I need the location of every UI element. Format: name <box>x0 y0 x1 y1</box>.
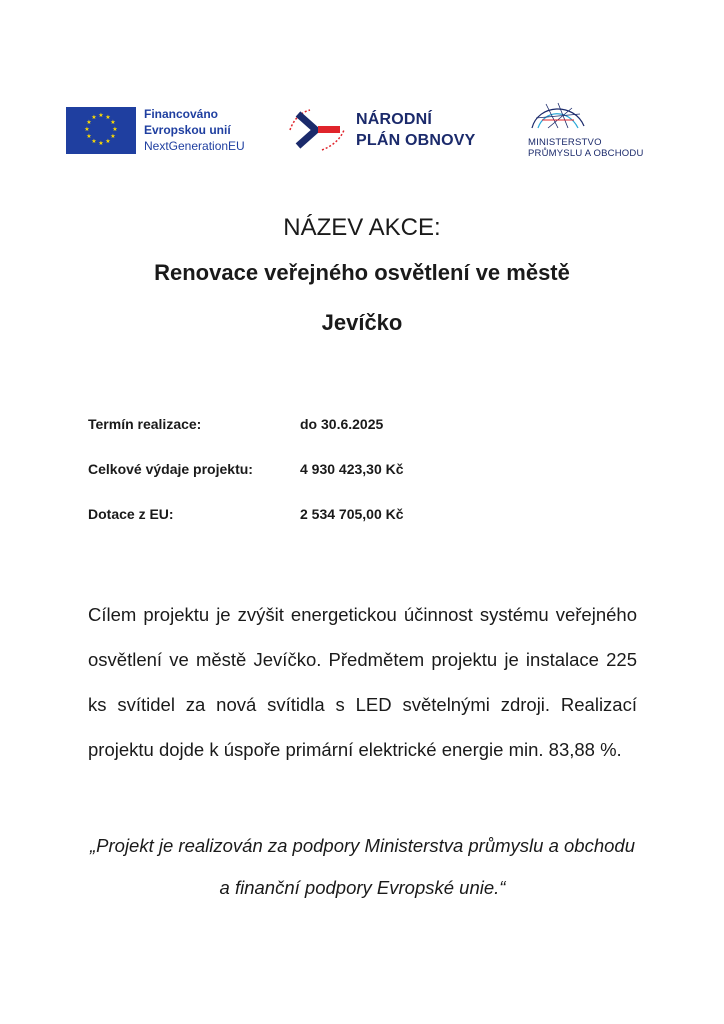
npo-logo-text <box>356 109 476 151</box>
action-title <box>0 210 724 338</box>
mpo-globe-icon <box>528 100 588 130</box>
info-value: 4 930 423,30 Kč <box>300 461 404 477</box>
svg-text:★: ★ <box>110 118 116 126</box>
svg-text:★: ★ <box>91 137 97 145</box>
svg-text:★: ★ <box>98 111 104 119</box>
svg-text:★: ★ <box>86 132 92 140</box>
title-line1: Renovace veřejného osvětlení ve městě <box>154 260 570 285</box>
svg-text:★: ★ <box>98 139 104 147</box>
eu-funding-logo <box>66 106 245 154</box>
npo-text-line1: NÁRODNÍ <box>356 111 433 128</box>
info-row <box>88 413 404 435</box>
svg-text:★: ★ <box>105 137 111 145</box>
mpo-logo-text <box>528 137 658 159</box>
eu-text-line2: Evropskou unií <box>144 123 231 137</box>
title-heading: NÁZEV AKCE: <box>283 214 441 241</box>
svg-text:★: ★ <box>84 125 90 133</box>
info-label: Dotace z EU: <box>88 506 174 522</box>
info-row <box>88 458 404 480</box>
eu-flag-icon <box>66 107 136 154</box>
eu-text-line1: Financováno <box>144 107 219 121</box>
mpo-logo <box>528 100 658 159</box>
info-label: Termín realizace: <box>88 416 202 432</box>
eu-text-line3: NextGenerationEU <box>144 139 245 153</box>
eu-logo-text <box>144 106 245 154</box>
info-label: Celkové výdaje projektu: <box>88 461 253 477</box>
project-description: Cílem projektu je zvýšit energetickou účinnost systému veřejného osvětlení ve městě Jevíčko. Předmětem projektu je instalace 225 ks svítidel za nová svítidla s LED světelnými zdroji. Realizací projektu dojde k úspoře primární elektrické energie min. 83,88 %. <box>88 604 637 760</box>
svg-text:★: ★ <box>112 125 118 133</box>
info-row <box>88 503 404 525</box>
svg-text:★: ★ <box>110 132 116 140</box>
project-info <box>88 413 404 548</box>
svg-text:★: ★ <box>105 113 111 121</box>
npo-symbol-icon <box>286 104 346 156</box>
svg-text:★: ★ <box>86 118 92 126</box>
support-statement: „Projekt je realizován za podpory Ministerstva průmyslu a obchodu a finanční podpory Evropské unie.“ <box>90 835 635 898</box>
svg-text:★: ★ <box>91 113 97 121</box>
mpo-text-line2: PRŮMYSLU A OBCHODU <box>528 148 644 159</box>
mpo-text-line1: MINISTERSTVO <box>528 137 602 148</box>
npo-logo <box>286 104 476 156</box>
logo-bar <box>0 98 724 168</box>
info-value: do 30.6.2025 <box>300 416 384 432</box>
npo-text-line2: PLÁN OBNOVY <box>356 132 476 149</box>
info-value: 2 534 705,00 Kč <box>300 506 404 522</box>
title-line2: Jevíčko <box>321 310 403 335</box>
